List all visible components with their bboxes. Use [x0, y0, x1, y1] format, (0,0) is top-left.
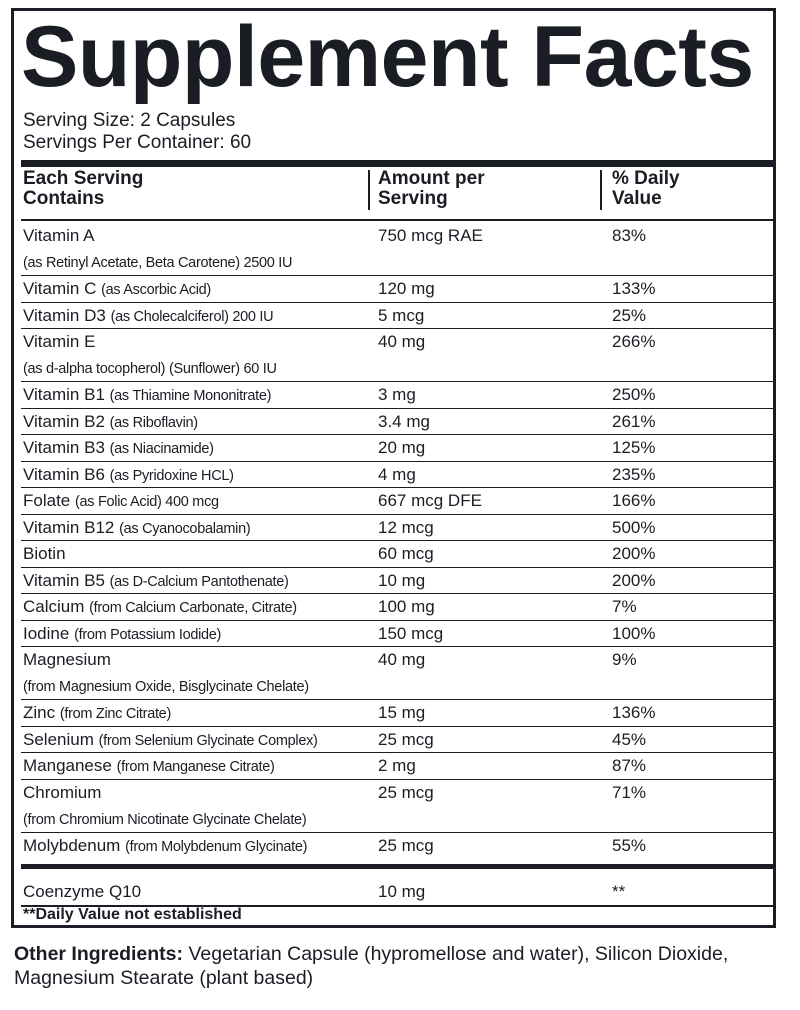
table-row — [21, 462, 773, 489]
nutrient-daily-value: 166% — [612, 491, 656, 510]
nutrient-name — [23, 835, 307, 858]
nutrient-amount: 20 mg — [378, 438, 426, 457]
nutrient-label: Vitamin B2 — [23, 411, 105, 431]
nutrient-amount: 15 mg — [378, 703, 426, 722]
nutrient-source: (from Manganese Citrate) — [116, 759, 275, 775]
nutrient-daily-value: 83% — [612, 226, 647, 245]
nutrient-label: Vitamin E — [23, 332, 96, 351]
table-row — [21, 409, 773, 436]
nutrient-name — [23, 596, 297, 619]
nutrient-name — [23, 384, 271, 407]
nutrient-amount: 750 mcg RAE — [378, 226, 483, 245]
nutrient-amount: 40 mg — [378, 332, 426, 351]
column-header-daily-value — [612, 169, 680, 209]
thick-divider-top — [21, 160, 773, 167]
other-ingredients-label: Other Ingredients: — [14, 943, 184, 965]
footnote: **Daily Value not established — [23, 906, 242, 923]
nutrient-label: Vitamin B3 — [23, 438, 105, 457]
nutrient-daily-value: 9% — [612, 650, 637, 669]
table-row — [21, 833, 773, 860]
nutrient-amount: 3.4 mg — [378, 411, 430, 431]
column-separator — [600, 170, 602, 210]
nutrient-daily-value: 266% — [612, 332, 656, 351]
nutrient-amount: 25 mcg — [378, 835, 434, 855]
nutrient-name — [23, 649, 111, 671]
table-row — [21, 621, 773, 648]
nutrient-source: (as Riboflavin) — [109, 414, 198, 431]
nutrient-name — [23, 225, 95, 247]
table-row — [21, 541, 773, 568]
serving-size: Serving Size: 2 Capsules — [23, 110, 236, 131]
table-row — [21, 515, 773, 542]
nutrient-name — [23, 490, 219, 513]
other-ingredients — [14, 942, 789, 990]
header-line: % Daily — [612, 168, 680, 189]
nutrient-label: Vitamin D3 — [23, 305, 106, 325]
nutrient-amount: 4 mg — [378, 464, 416, 484]
nutrient-amount: 2 mg — [378, 756, 416, 775]
header-line: Each Serving — [23, 168, 144, 189]
nutrient-label: Vitamin B5 — [23, 570, 105, 590]
nutrient-label: Folate — [23, 491, 71, 510]
nutrient-name — [23, 729, 318, 752]
header-line: Value — [612, 188, 662, 209]
servings-per-container: Servings Per Container: 60 — [23, 132, 252, 153]
nutrient-daily-value: 261% — [612, 411, 656, 431]
nutrient-daily-value: 55% — [612, 835, 647, 855]
nutrient-label: Molybdenum — [23, 835, 121, 855]
nutrient-name — [23, 305, 273, 328]
nutrient-daily-value: 125% — [612, 438, 656, 457]
nutrient-source: (from Magnesium Oxide, Bisglycinate Chelate) — [23, 679, 309, 695]
header-line: Contains — [23, 188, 105, 209]
table-row — [21, 753, 773, 780]
nutrient-amount: 40 mg — [378, 650, 426, 669]
nutrient-source: (as Cyanocobalamin) — [119, 520, 251, 537]
nutrient-source: (from Molybdenum Glycinate) — [125, 838, 308, 855]
table-row — [21, 594, 773, 621]
nutrient-source: (as Retinyl Acetate, Beta Carotene) 2500 IU — [23, 255, 293, 271]
nutrient-source: (as d-alpha tocopherol) (Sunflower) 60 IU — [23, 361, 277, 377]
nutrient-daily-value: 100% — [612, 623, 656, 643]
nutrient-daily-value: 136% — [612, 703, 656, 722]
nutrient-source: (from Selenium Glycinate Complex) — [98, 732, 318, 749]
nutrient-source: (as Niacinamide) — [109, 441, 214, 457]
table-row — [21, 329, 773, 382]
table-row — [21, 223, 773, 276]
nutrient-amount: 120 mg — [378, 279, 435, 298]
nutrient-amount: 10 mg — [378, 570, 426, 590]
nutrient-amount: 150 mcg — [378, 623, 444, 643]
nutrient-daily-value: 500% — [612, 517, 656, 537]
table-row — [21, 568, 773, 595]
nutrient-label: Calcium — [23, 597, 85, 616]
nutrient-label: Manganese — [23, 756, 112, 775]
column-header-amount — [378, 169, 485, 209]
nutrient-amount: 3 mg — [378, 385, 416, 404]
nutrient-label: Vitamin B6 — [23, 464, 105, 484]
nutrient-label: Selenium — [23, 729, 94, 749]
nutrient-source: (as D-Calcium Pantothenate) — [109, 573, 289, 590]
nutrient-source: (from Calcium Carbonate, Citrate) — [89, 600, 297, 616]
nutrient-name — [23, 623, 221, 646]
nutrient-name: Coenzyme Q10 — [23, 882, 142, 901]
table-row — [21, 647, 773, 700]
nutrient-source: (as Cholecalciferol) 200 IU — [110, 308, 274, 325]
header-line: Amount per — [378, 168, 485, 189]
nutrient-amount: 25 mcg — [378, 729, 434, 749]
table-row — [21, 382, 773, 409]
nutrient-label: Vitamin C — [23, 279, 97, 298]
header-divider — [21, 219, 773, 221]
nutrient-amount: 60 mcg — [378, 544, 434, 563]
table-row — [21, 276, 773, 303]
nutrient-amount: 100 mg — [378, 597, 435, 616]
supplement-facts-panel — [11, 8, 776, 928]
nutrient-name — [23, 517, 250, 540]
nutrient-label: Chromium — [23, 782, 102, 802]
nutrient-daily-value: 25% — [612, 305, 647, 325]
nutrient-name — [23, 464, 234, 487]
table-row — [21, 435, 773, 462]
nutrient-name — [23, 543, 66, 565]
nutrient-name — [23, 702, 171, 725]
table-row — [21, 303, 773, 330]
nutrient-daily-value: 200% — [612, 570, 656, 590]
nutrient-daily-value: ** — [612, 882, 626, 901]
nutrient-name — [23, 278, 211, 301]
column-separator — [368, 170, 370, 210]
nutrient-name — [23, 755, 275, 778]
nutrient-label: Iodine — [23, 623, 70, 643]
nutrient-label: Vitamin A — [23, 226, 95, 245]
nutrient-source: (from Zinc Citrate) — [59, 706, 171, 722]
table-row — [21, 700, 773, 727]
other-ingredients-text: Vegetarian Capsule (hypromellose and water), Silicon Dioxide, Magnesium Stearate (plant based) — [14, 943, 729, 989]
nutrient-daily-value: 87% — [612, 756, 647, 775]
nutrient-label: Biotin — [23, 544, 66, 563]
nutrient-name — [23, 331, 95, 353]
nutrient-daily-value: 45% — [612, 729, 647, 749]
nutrient-amount: 10 mg — [378, 882, 426, 901]
nutrient-daily-value: 71% — [612, 782, 647, 802]
nutrient-name — [23, 411, 198, 434]
nutrient-source: (as Ascorbic Acid) — [101, 282, 211, 298]
nutrient-amount: 25 mcg — [378, 782, 434, 802]
nutrient-rows — [21, 223, 773, 859]
panel-title: Supplement Facts — [21, 9, 754, 105]
table-row-coenzyme-q10 — [21, 873, 773, 905]
nutrient-daily-value: 250% — [612, 385, 656, 404]
table-row — [21, 780, 773, 833]
table-row — [21, 727, 773, 754]
nutrient-name — [23, 570, 289, 593]
nutrient-source: (as Pyridoxine HCL) — [109, 467, 234, 484]
nutrient-amount: 667 mcg DFE — [378, 491, 482, 510]
table-row — [21, 488, 773, 515]
nutrient-label: Vitamin B12 — [23, 517, 115, 537]
nutrient-source: (from Chromium Nicotinate Glycinate Chelate) — [23, 811, 307, 828]
nutrient-source: (as Folic Acid) 400 mcg — [74, 494, 219, 510]
nutrient-daily-value: 200% — [612, 544, 656, 563]
column-header-contains — [23, 169, 143, 209]
nutrient-name — [23, 437, 214, 460]
nutrient-daily-value: 133% — [612, 279, 656, 298]
nutrient-label: Vitamin B1 — [23, 385, 105, 404]
nutrient-amount: 5 mcg — [378, 305, 425, 325]
nutrient-label: Magnesium — [23, 650, 111, 669]
nutrient-amount: 12 mcg — [378, 517, 434, 537]
nutrient-name — [23, 782, 101, 804]
thick-divider-bottom — [21, 864, 773, 869]
nutrient-label: Zinc — [23, 703, 56, 722]
header-line: Serving — [378, 188, 448, 209]
nutrient-source: (as Thiamine Mononitrate) — [109, 388, 272, 404]
nutrient-daily-value: 7% — [612, 597, 637, 616]
nutrient-daily-value: 235% — [612, 464, 656, 484]
nutrient-source: (from Potassium Iodide) — [74, 626, 222, 643]
